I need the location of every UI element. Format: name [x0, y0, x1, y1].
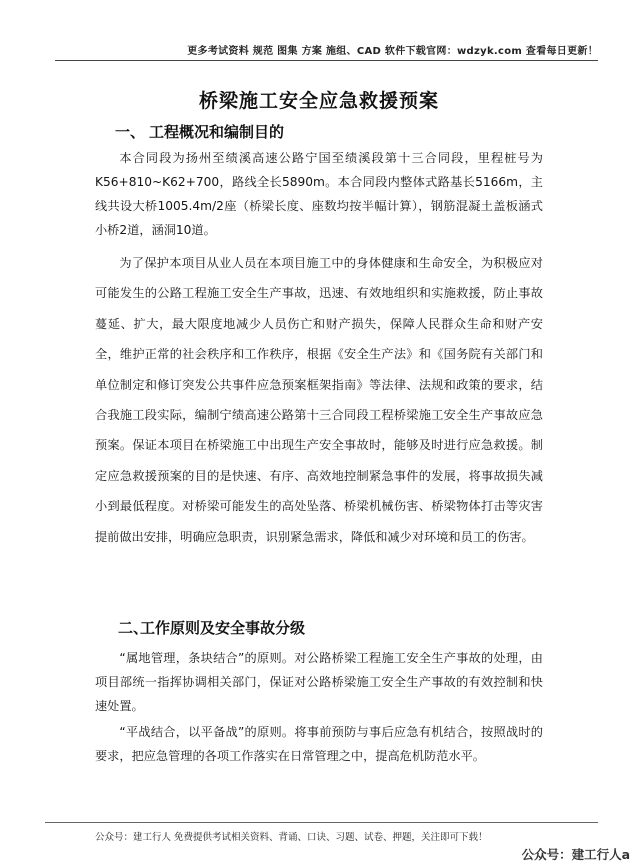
section1-paragraph-2	[95, 248, 543, 552]
paragraph-text: 本合同段为扬州至绩溪高速公路宁国至绩溪段第十三合同段，里程桩号为K56+810~K62+700，路线全长5890m。本合同段内整体式路基长5166m，主线共设大桥1005.4m/2座（桥梁长度、座数均按半幅计算），钢筋混凝土盖板涵式小桥2道，涵洞10道。	[95, 151, 543, 237]
section1-paragraph-1	[95, 146, 543, 242]
section-number-2: 二、	[118, 619, 149, 637]
section-heading-2	[118, 617, 305, 638]
footer-divider	[45, 822, 598, 823]
header-banner: 更多考试资料 规范 图集 方案 施组、CAD 软件下载官网：wdzyk.com 查看每日更新！	[187, 46, 598, 57]
section2-paragraph-1	[95, 646, 543, 718]
paragraph-text: 为了保护本项目从业人员在本项目施工中的身体健康和生命安全，为积极应对可能发生的公路工程施工安全生产事故，迅速、有效地组织和实施救援，防止事故蔓延、扩大，最大限度地减少人员伤亡和财产损失，保障人民群众生命和财产安全，维护正常的社会秩序和工作秩序，根据《安全生产法》和《国务院有关部门和单位制定和修订突发公共事件应急预案框架指南》等法律、法规和政策的要求，结合我施工段实际，编制宁绩高速公路第十三合同段工程桥梁施工安全生产事故应急预案。保证本项目在桥梁施工中出现生产安全事故时，能够及时进行应急救援。制定应急救援预案的目的是快速、有序、高效地控制紧急事件的发展，将事故损失减小到最低程度。对桥梁可能发生的高处坠落、桥梁机械伤害、桥梁物体打击等灾害提前做出安排，明确应急职责，识别紧急需求，降低和减少对环境和员工的伤害。	[95, 256, 543, 544]
page-title: 桥梁施工安全应急救援预案	[198, 90, 439, 112]
section-heading-text-1: 工程概况和编制目的	[149, 123, 285, 141]
section-heading-text-2: 工作原则及安全事故分级	[140, 619, 306, 637]
paragraph-text: “属地管理，条块结合”的原则。对公路桥梁工程施工安全生产事故的处理，由项目部统一指挥协调相关部门，保证对公路桥梁施工安全生产事故的有效控制和快速处置。	[95, 651, 543, 713]
section2-paragraph-2	[95, 720, 543, 768]
footer-note: 公众号：建工行人 免费提供考试相关资料、背诵、口诀、习题、试卷、押题，关注即可下载！	[95, 832, 488, 843]
section-heading-1	[115, 121, 284, 142]
paragraph-text: “平战结合，以平备战”的原则。将事前预防与事后应急有机结合，按照战时的要求，把应急管理的各项工作落实在日常管理之中，提高危机防范水平。	[95, 725, 543, 763]
section-number-1: 一、	[115, 123, 146, 141]
header-divider	[55, 60, 598, 61]
watermark: 公众号：建工行人a	[521, 847, 630, 862]
